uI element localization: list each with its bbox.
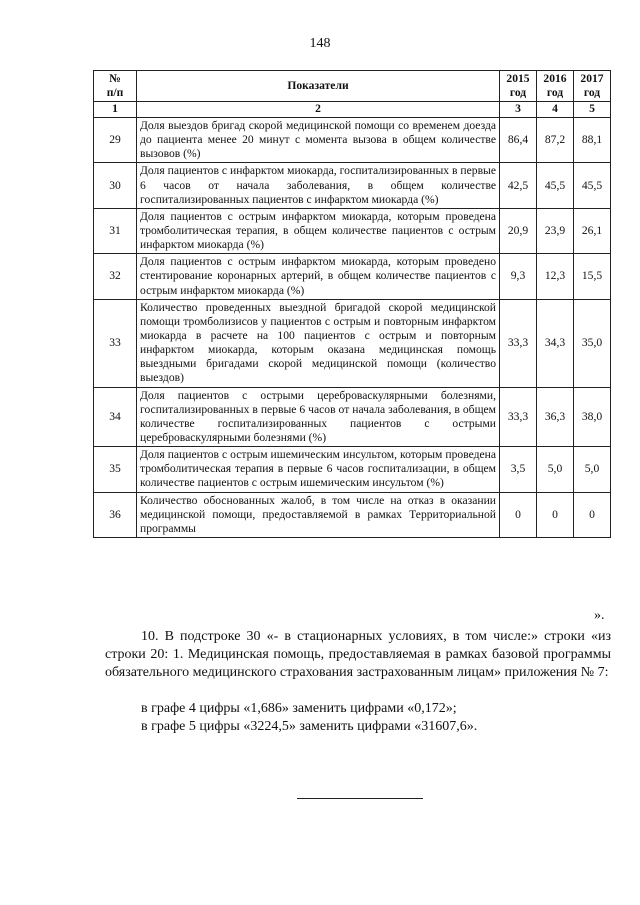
- row-number: 29: [94, 118, 137, 163]
- page-number: 148: [309, 36, 331, 51]
- separator-rule: [297, 798, 423, 799]
- indicator-value: 87,2: [537, 118, 574, 163]
- column-number: 3: [500, 102, 537, 118]
- indicator-value: 0: [500, 492, 537, 537]
- row-number: 31: [94, 208, 137, 253]
- column-number: 2: [137, 102, 500, 118]
- row-number: 30: [94, 163, 137, 208]
- row-number: 32: [94, 254, 137, 299]
- indicator-value: 26,1: [574, 208, 611, 253]
- table-row: [94, 254, 611, 299]
- indicator-value: 15,5: [574, 254, 611, 299]
- header-year-label: год: [583, 86, 601, 99]
- closing-quote: ».: [594, 608, 605, 623]
- table-header-row: [94, 71, 611, 102]
- indicator-value: 45,5: [537, 163, 574, 208]
- indicator-text: Доля пациентов с острым инфарктом миокарда, которым проведено стентирование коронарных артерий, в общем количестве пациентов с острым инфарктом миокарда (%): [137, 254, 500, 299]
- row-number: 36: [94, 492, 137, 537]
- indicator-text: Доля пациентов с острым инфарктом миокарда, которым проведена тромболитическая терапия, в общем количестве пациентов с острым инфарктом миокарда (%): [137, 208, 500, 253]
- column-number-row: [94, 102, 611, 118]
- indicator-value: 20,9: [500, 208, 537, 253]
- indicator-value: 3,5: [500, 447, 537, 492]
- table-row: [94, 208, 611, 253]
- indicator-text: Количество проведенных выездной бригадой скорой медицинской помощи тромболизисов у пациентов с острым и повторным инфарктом миокарда в расчете на 100 пациентов с острым и повторным инфарктом миокарда, которым оказана медицинская помощь выездными бригадами скорой медицинской помощи (количество выездов): [137, 299, 500, 387]
- table-row: [94, 163, 611, 208]
- column-number: 4: [537, 102, 574, 118]
- amendment-paragraph: 10. В подстроке 30 «- в стационарных условиях, в том числе:» строки «из строки 20: 1. Медицинская помощь, предоставляемая в рамках базовой программы обязательного медицинского страхования застрахованным лицам» приложения № 7:: [105, 629, 611, 680]
- indicator-text: Доля пациентов с инфарктом миокарда, госпитализированных в первые 6 часов от начала заболевания, в общем количестве госпитализированных пациентов с инфарктом миокарда (%): [137, 163, 500, 208]
- header-year-label: год: [509, 86, 527, 99]
- header-year-value: 2017: [580, 71, 604, 85]
- indicator-value: 23,9: [537, 208, 574, 253]
- header-year-2016: [537, 71, 574, 102]
- table-row: [94, 447, 611, 492]
- indicator-text: Доля пациентов с острыми цереброваскулярными болезнями, госпитализированных в первые 6 часов от начала заболевания, в общем количестве госпитализированных пациентов с острыми цереброваскулярными болезнями (%): [137, 387, 500, 447]
- indicator-value: 38,0: [574, 387, 611, 447]
- indicator-value: 42,5: [500, 163, 537, 208]
- indicator-value: 86,4: [500, 118, 537, 163]
- header-year-value: 2015: [506, 71, 530, 85]
- indicator-text: Доля пациентов с острым ишемическим инсультом, которым проведена тромболитическая терапия в первые 6 часов госпитализации, в общем количестве пациентов с острым ишемическим инсультом (%): [137, 447, 500, 492]
- indicator-value: 12,3: [537, 254, 574, 299]
- indicator-value: 9,3: [500, 254, 537, 299]
- column-number: 5: [574, 102, 611, 118]
- row-number: 35: [94, 447, 137, 492]
- header-year-2015: [500, 71, 537, 102]
- column-number: 1: [94, 102, 137, 118]
- header-year-value: 2016: [543, 71, 567, 85]
- table-row: [94, 492, 611, 537]
- indicator-value: 33,3: [500, 299, 537, 387]
- indicator-text: Доля выездов бригад скорой медицинской помощи со временем доезда до пациента менее 20 минут с момента вызова в общем количестве вызовов (%): [137, 118, 500, 163]
- amendment-line-column-5: в графе 5 цифры «3224,5» заменить цифрами «31607,6».: [141, 719, 478, 734]
- header-year-label: год: [546, 86, 564, 99]
- table-row: [94, 299, 611, 387]
- table-row: [94, 387, 611, 447]
- indicators-table: [93, 70, 611, 538]
- header-number-line2: п/п: [106, 86, 124, 99]
- indicator-value: 33,3: [500, 387, 537, 447]
- indicator-text: Количество обоснованных жалоб, в том числе на отказ в оказании медицинской помощи, предоставляемой в рамках Территориальной программы: [137, 492, 500, 537]
- indicator-value: 45,5: [574, 163, 611, 208]
- table-row: [94, 118, 611, 163]
- header-indicator: Показатели: [137, 71, 500, 102]
- indicator-value: 5,0: [537, 447, 574, 492]
- indicator-value: 35,0: [574, 299, 611, 387]
- row-number: 34: [94, 387, 137, 447]
- header-number: [94, 71, 137, 102]
- indicator-value: 0: [574, 492, 611, 537]
- header-year-2017: [574, 71, 611, 102]
- header-number-line1: №: [109, 71, 121, 85]
- amendment-line-column-4: в графе 4 цифры «1,686» заменить цифрами «0,172»;: [141, 701, 457, 716]
- indicator-value: 36,3: [537, 387, 574, 447]
- row-number: 33: [94, 299, 137, 387]
- indicator-value: 0: [537, 492, 574, 537]
- indicator-value: 88,1: [574, 118, 611, 163]
- indicator-value: 5,0: [574, 447, 611, 492]
- indicator-value: 34,3: [537, 299, 574, 387]
